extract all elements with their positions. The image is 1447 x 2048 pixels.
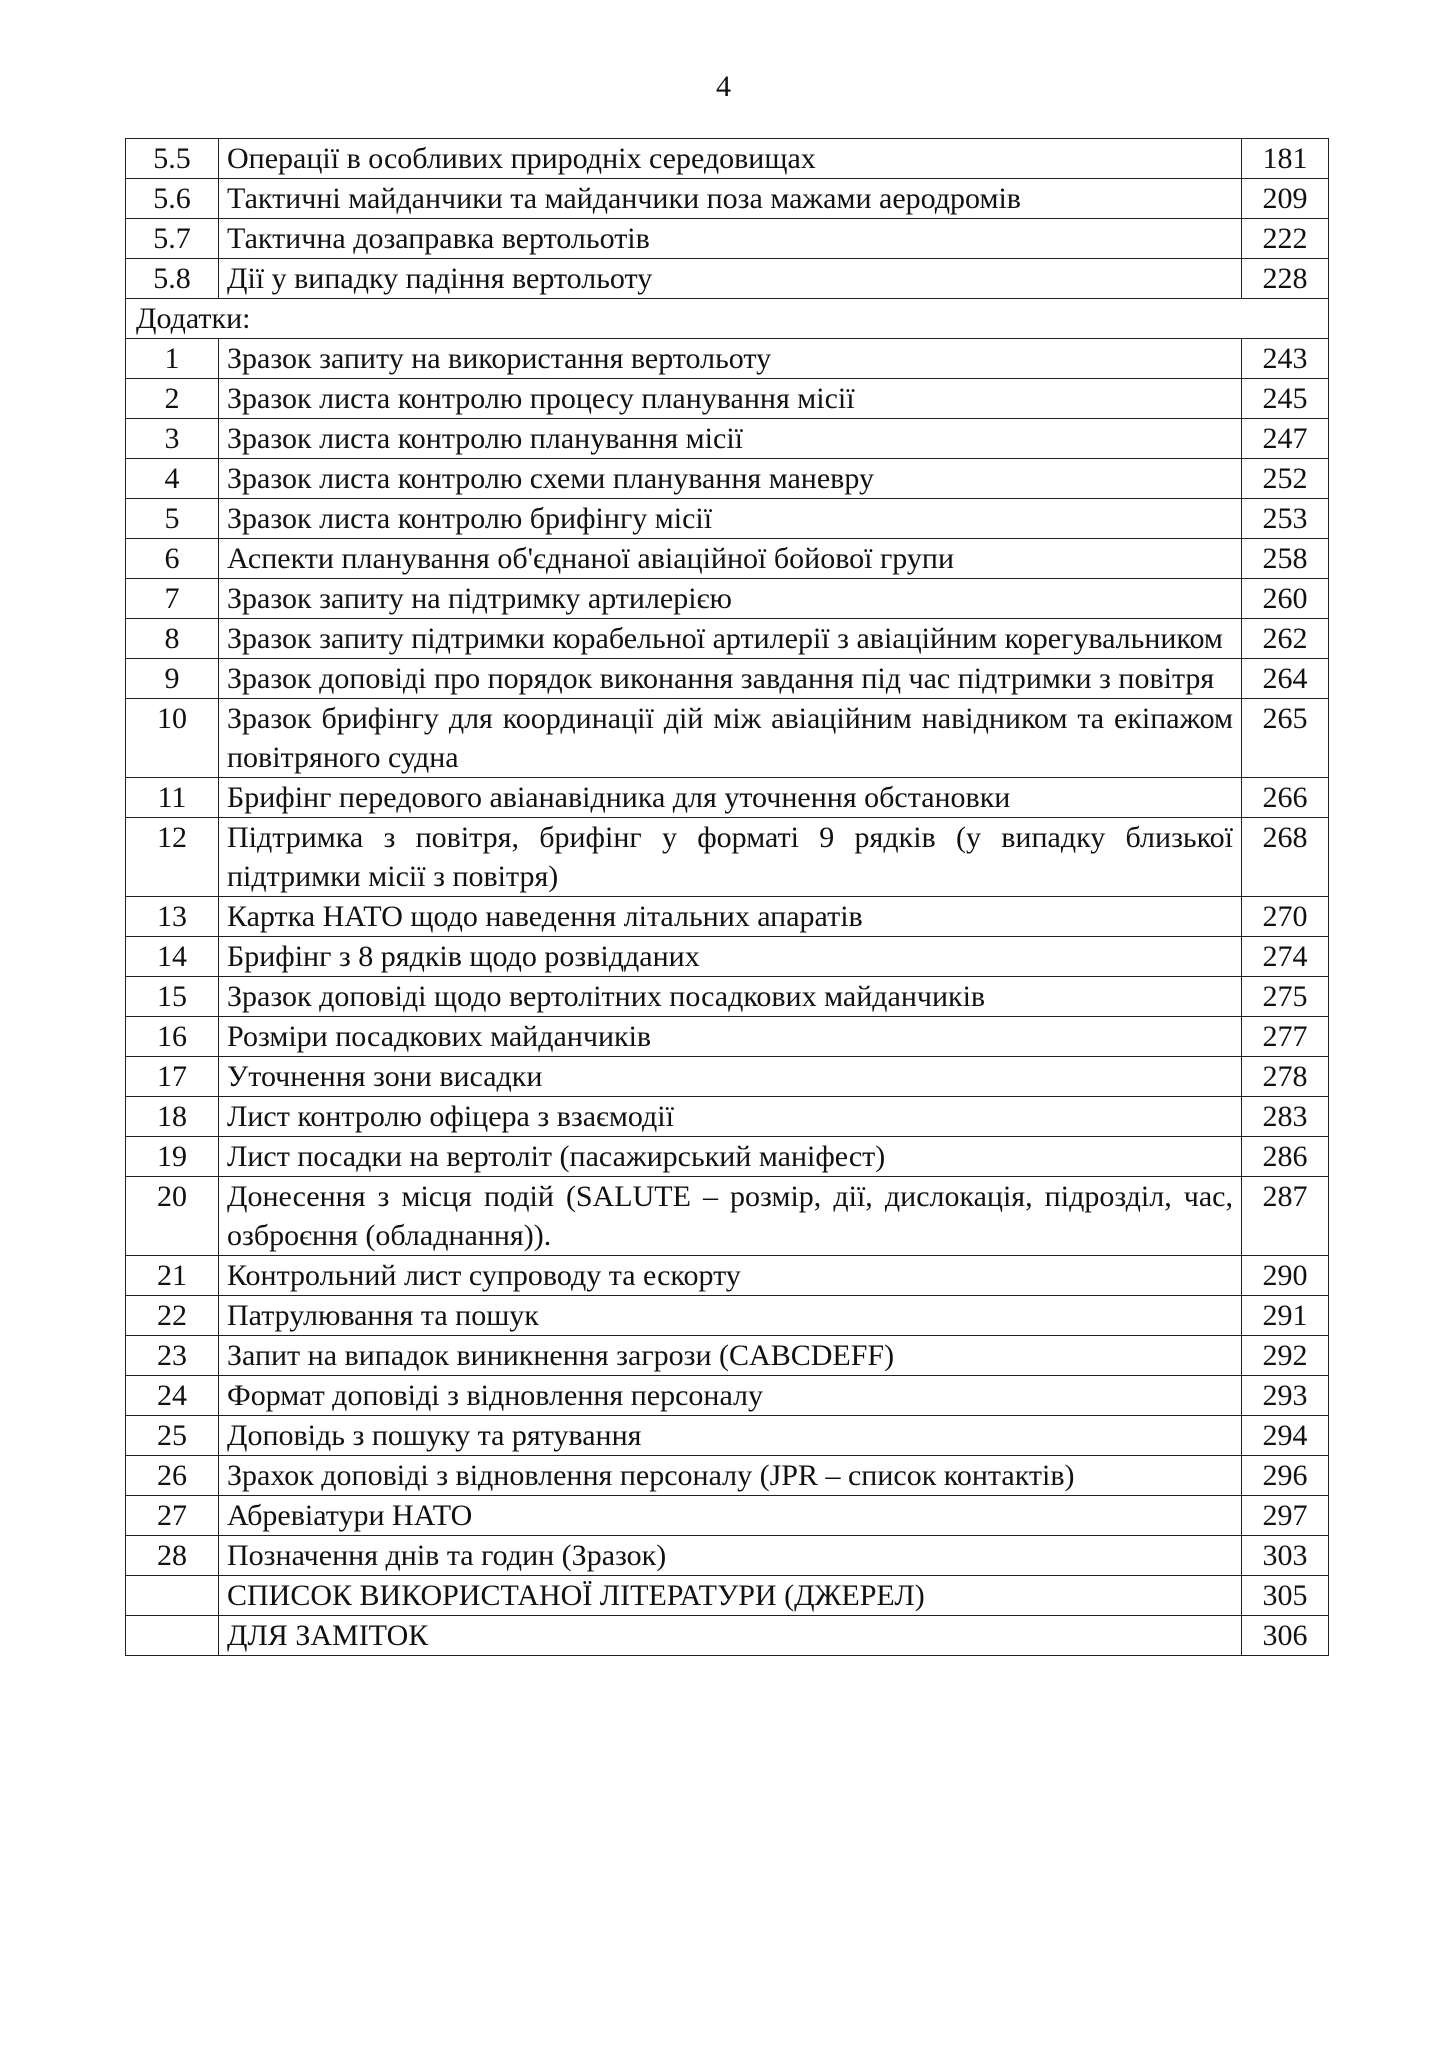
toc-row-number: 5.7 (126, 219, 219, 259)
toc-row-number: 18 (126, 1097, 219, 1137)
toc-row (126, 459, 1329, 499)
toc-row (126, 579, 1329, 619)
toc-row (126, 1296, 1329, 1336)
toc-row-number: 17 (126, 1057, 219, 1097)
toc-row-title: Абревіатури НАТО (219, 1496, 1242, 1536)
toc-row-page: 247 (1242, 419, 1329, 459)
toc-row-number: 22 (126, 1296, 219, 1336)
toc-row-number (126, 1576, 219, 1616)
toc-row-title: Брифінг передового авіанавідника для уточнення обстановки (219, 778, 1242, 818)
toc-row-number: 9 (126, 659, 219, 699)
toc-row-page: 181 (1242, 139, 1329, 179)
toc-row-title: Патрулювання та пошук (219, 1296, 1242, 1336)
toc-row-number: 4 (126, 459, 219, 499)
toc-row-number: 11 (126, 778, 219, 818)
toc-row-title: Зразок доповіді щодо вертолітних посадкових майданчиків (219, 977, 1242, 1017)
toc-row-title: Зразок брифінгу для координації дій між авіаційним навідником та екіпажом повітряного судна (219, 699, 1242, 778)
toc-row-page: 265 (1242, 699, 1329, 778)
toc-row-number: 27 (126, 1496, 219, 1536)
toc-row (126, 1137, 1329, 1177)
toc-row-number: 16 (126, 1017, 219, 1057)
toc-row-title: Формат доповіді з відновлення персоналу (219, 1376, 1242, 1416)
toc-row-page: 245 (1242, 379, 1329, 419)
toc-row (126, 897, 1329, 937)
toc-row-page: 209 (1242, 179, 1329, 219)
toc-row-title: Донесення з місця подій (SALUTE – розмір, дії, дислокація, підрозділ, час, озброєння (обладнання)). (219, 1177, 1242, 1256)
toc-row-title: Запит на випадок виникнення загрози (CABCDEFF) (219, 1336, 1242, 1376)
toc-row-title: Операції в особливих природніх середовищах (219, 139, 1242, 179)
toc-row-title: Тактичні майданчики та майданчики поза мажами аеродромів (219, 179, 1242, 219)
toc-row (126, 539, 1329, 579)
toc-row-number: 14 (126, 937, 219, 977)
toc-row-title: Зразок листа контролю планування місії (219, 419, 1242, 459)
toc-row-page: 268 (1242, 818, 1329, 897)
toc-row-page: 303 (1242, 1536, 1329, 1576)
toc-row-title: Лист контролю офіцера з взаємодії (219, 1097, 1242, 1137)
toc-row-title: СПИСОК ВИКОРИСТАНОЇ ЛІТЕРАТУРИ (ДЖЕРЕЛ) (219, 1576, 1242, 1616)
toc-row (126, 1177, 1329, 1256)
toc-row-title: Дії у випадку падіння вертольоту (219, 259, 1242, 299)
toc-row-page: 275 (1242, 977, 1329, 1017)
toc-row-page: 274 (1242, 937, 1329, 977)
toc-row-page: 260 (1242, 579, 1329, 619)
toc-row (126, 1496, 1329, 1536)
toc-row (126, 699, 1329, 778)
toc-row-page: 228 (1242, 259, 1329, 299)
toc-row-page: 252 (1242, 459, 1329, 499)
toc-row-title: Підтримка з повітря, брифінг у форматі 9 рядків (у випадку близької підтримки місії з повітря) (219, 818, 1242, 897)
toc-row-title: Зразок запиту на використання вертольоту (219, 339, 1242, 379)
toc-row (126, 1456, 1329, 1496)
toc-row (126, 977, 1329, 1017)
toc-row-page: 291 (1242, 1296, 1329, 1336)
toc-row-title: Зразок листа контролю брифінгу місії (219, 499, 1242, 539)
toc-row (126, 1336, 1329, 1376)
toc-row-page: 258 (1242, 539, 1329, 579)
toc-row-title: Уточнення зони висадки (219, 1057, 1242, 1097)
toc-row-number: 21 (126, 1256, 219, 1296)
toc-row (126, 139, 1329, 179)
toc-row (126, 1536, 1329, 1576)
toc-row (126, 259, 1329, 299)
toc-row-title: ДЛЯ ЗАМІТОК (219, 1616, 1242, 1656)
toc-row (126, 778, 1329, 818)
page-number: 4 (716, 70, 731, 103)
toc-row-number: 2 (126, 379, 219, 419)
toc-row-number: 5.5 (126, 139, 219, 179)
toc-row (126, 1057, 1329, 1097)
toc-row-number: 5.6 (126, 179, 219, 219)
toc-row-number: 12 (126, 818, 219, 897)
toc-row (126, 619, 1329, 659)
toc-row-page: 266 (1242, 778, 1329, 818)
toc-row-page: 283 (1242, 1097, 1329, 1137)
toc-row-page: 262 (1242, 619, 1329, 659)
toc-row (126, 499, 1329, 539)
toc-row (126, 219, 1329, 259)
toc-row-page: 270 (1242, 897, 1329, 937)
toc-row-page: 286 (1242, 1137, 1329, 1177)
toc-row-page: 305 (1242, 1576, 1329, 1616)
toc-row (126, 1256, 1329, 1296)
toc-row-number: 15 (126, 977, 219, 1017)
toc-row-title: Зразок листа контролю процесу планування місії (219, 379, 1242, 419)
toc-row-page: 278 (1242, 1057, 1329, 1097)
toc-row-title: Зразок листа контролю схеми планування маневру (219, 459, 1242, 499)
toc-row-title: Зразок доповіді про порядок виконання завдання під час підтримки з повітря (219, 659, 1242, 699)
toc-row-number: 23 (126, 1336, 219, 1376)
toc-row-number: 20 (126, 1177, 219, 1256)
toc-row-title: Контрольний лист супроводу та ескорту (219, 1256, 1242, 1296)
toc-row-page: 287 (1242, 1177, 1329, 1256)
toc-row-page: 253 (1242, 499, 1329, 539)
toc-row-title: Брифінг з 8 рядків щодо розвідданих (219, 937, 1242, 977)
toc-row-page: 222 (1242, 219, 1329, 259)
toc-row-title: Зразок запиту підтримки корабельної артилерії з авіаційним корегувальником (219, 619, 1242, 659)
toc-row-title: Тактична дозаправка вертольотів (219, 219, 1242, 259)
toc-row (126, 1416, 1329, 1456)
toc-row-number: 10 (126, 699, 219, 778)
toc-row-number: 3 (126, 419, 219, 459)
toc-row-number: 5.8 (126, 259, 219, 299)
toc-row (126, 1576, 1329, 1616)
toc-row (126, 937, 1329, 977)
toc-row-number: 24 (126, 1376, 219, 1416)
toc-row-page: 293 (1242, 1376, 1329, 1416)
toc-row (126, 1616, 1329, 1656)
toc-row-number: 6 (126, 539, 219, 579)
table-of-contents (125, 138, 1329, 1656)
toc-row (126, 818, 1329, 897)
toc-row-page: 296 (1242, 1456, 1329, 1496)
toc-row-page: 264 (1242, 659, 1329, 699)
toc-row-title: Лист посадки на вертоліт (пасажирський маніфест) (219, 1137, 1242, 1177)
toc-row-number (126, 1616, 219, 1656)
toc-row-number: 13 (126, 897, 219, 937)
toc-row-page: 243 (1242, 339, 1329, 379)
toc-row-number: 5 (126, 499, 219, 539)
toc-row-number: 19 (126, 1137, 219, 1177)
toc-row-title: Позначення днів та годин (Зразок) (219, 1536, 1242, 1576)
toc-row-page: 297 (1242, 1496, 1329, 1536)
toc-row (126, 379, 1329, 419)
appendix-section-row (126, 299, 1329, 339)
toc-row (126, 1376, 1329, 1416)
toc-row-page: 290 (1242, 1256, 1329, 1296)
toc-row-number: 7 (126, 579, 219, 619)
toc-row-page: 277 (1242, 1017, 1329, 1057)
toc-row (126, 1017, 1329, 1057)
toc-row-title: Аспекти планування об'єднаної авіаційної бойової групи (219, 539, 1242, 579)
toc-row-title: Картка НАТО щодо наведення літальних апаратів (219, 897, 1242, 937)
toc-row-page: 292 (1242, 1336, 1329, 1376)
toc-row-number: 28 (126, 1536, 219, 1576)
toc-row-page: 294 (1242, 1416, 1329, 1456)
toc-row (126, 1097, 1329, 1137)
appendix-heading: Додатки: (126, 299, 1329, 339)
toc-row-number: 8 (126, 619, 219, 659)
toc-row-number: 1 (126, 339, 219, 379)
toc-row-page: 306 (1242, 1616, 1329, 1656)
toc-row-number: 25 (126, 1416, 219, 1456)
toc-row-title: Зрахок доповіді з відновлення персоналу (JPR – список контактів) (219, 1456, 1242, 1496)
toc-body (126, 139, 1329, 1656)
toc-row (126, 179, 1329, 219)
toc-row-title: Зразок запиту на підтримку артилерією (219, 579, 1242, 619)
toc-row-number: 26 (126, 1456, 219, 1496)
toc-row (126, 339, 1329, 379)
toc-row-title: Розміри посадкових майданчиків (219, 1017, 1242, 1057)
toc-row (126, 419, 1329, 459)
toc-row-title: Доповідь з пошуку та рятування (219, 1416, 1242, 1456)
toc-row (126, 659, 1329, 699)
